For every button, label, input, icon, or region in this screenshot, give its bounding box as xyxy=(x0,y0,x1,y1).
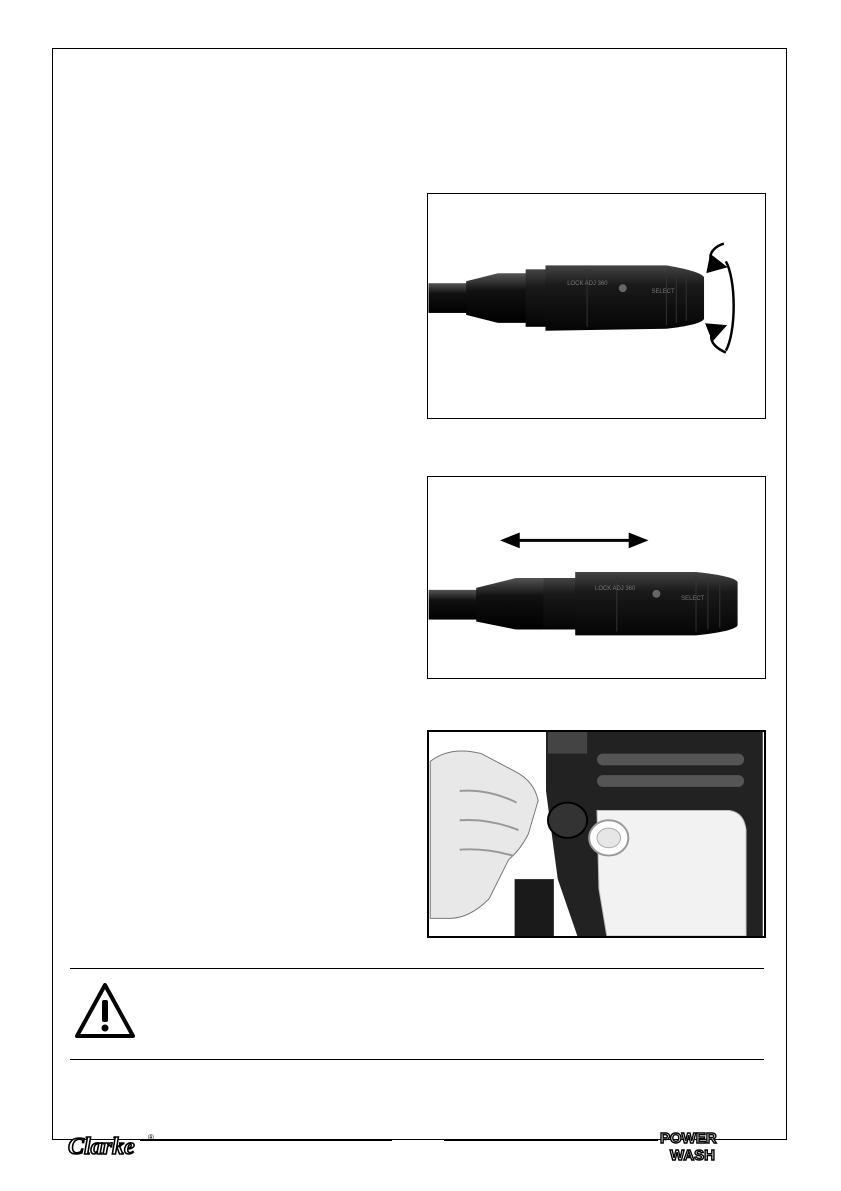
nozzle-body xyxy=(545,265,704,330)
arrow-left-icon xyxy=(500,532,520,548)
lance-tube xyxy=(429,590,479,620)
lance-tube xyxy=(429,283,469,313)
lance-collar xyxy=(466,273,527,323)
logo-line-power: POWER xyxy=(660,1130,717,1147)
arrow-right-icon xyxy=(629,532,649,548)
footer-rule-right xyxy=(444,1140,658,1141)
nozzle-indicator-dot xyxy=(619,284,627,292)
figure-nozzle-slide xyxy=(427,476,766,679)
clarke-logo-text: Clarke xyxy=(68,1134,135,1160)
rotate-arrow-right-icon xyxy=(726,261,734,350)
warning-triangle-icon xyxy=(74,982,136,1040)
nozzle-rotate-photo xyxy=(428,194,765,418)
removed-cap xyxy=(548,803,587,838)
nozzle-slide-photo xyxy=(428,477,765,678)
nozzle-label-2: SELECT xyxy=(681,595,705,602)
nozzle-label-2: SELECT xyxy=(651,289,675,296)
warning-rule-bottom xyxy=(70,1059,764,1060)
nozzle-label-1: LOCK ADJ 360 xyxy=(595,585,636,592)
figure-detergent-tank xyxy=(427,730,766,938)
warning-rule-top xyxy=(70,968,764,969)
tank-cap-inner xyxy=(597,828,621,848)
housing-slot xyxy=(597,775,744,787)
lance-collar xyxy=(476,578,545,629)
power-wash-logo xyxy=(656,1128,772,1162)
figure-nozzle-rotate xyxy=(427,193,766,419)
machine-foot xyxy=(515,879,554,936)
registered-mark: ® xyxy=(148,1133,154,1142)
housing-slot xyxy=(597,754,744,766)
footer-rule-left xyxy=(140,1140,392,1141)
detergent-tank-photo xyxy=(429,732,764,936)
nozzle-ring xyxy=(544,578,578,629)
clarke-logo xyxy=(66,1128,158,1160)
logo-line-wash: WASH xyxy=(670,1147,715,1162)
nozzle-body xyxy=(575,572,737,635)
nozzle-label-1: LOCK ADJ 360 xyxy=(567,281,608,288)
rotate-arrow-bottom-icon xyxy=(711,329,726,353)
rotate-arrow-top-icon xyxy=(710,244,723,266)
hose-connector xyxy=(548,732,587,754)
nozzle-indicator-dot xyxy=(652,590,660,598)
nozzle-ring xyxy=(526,269,548,326)
